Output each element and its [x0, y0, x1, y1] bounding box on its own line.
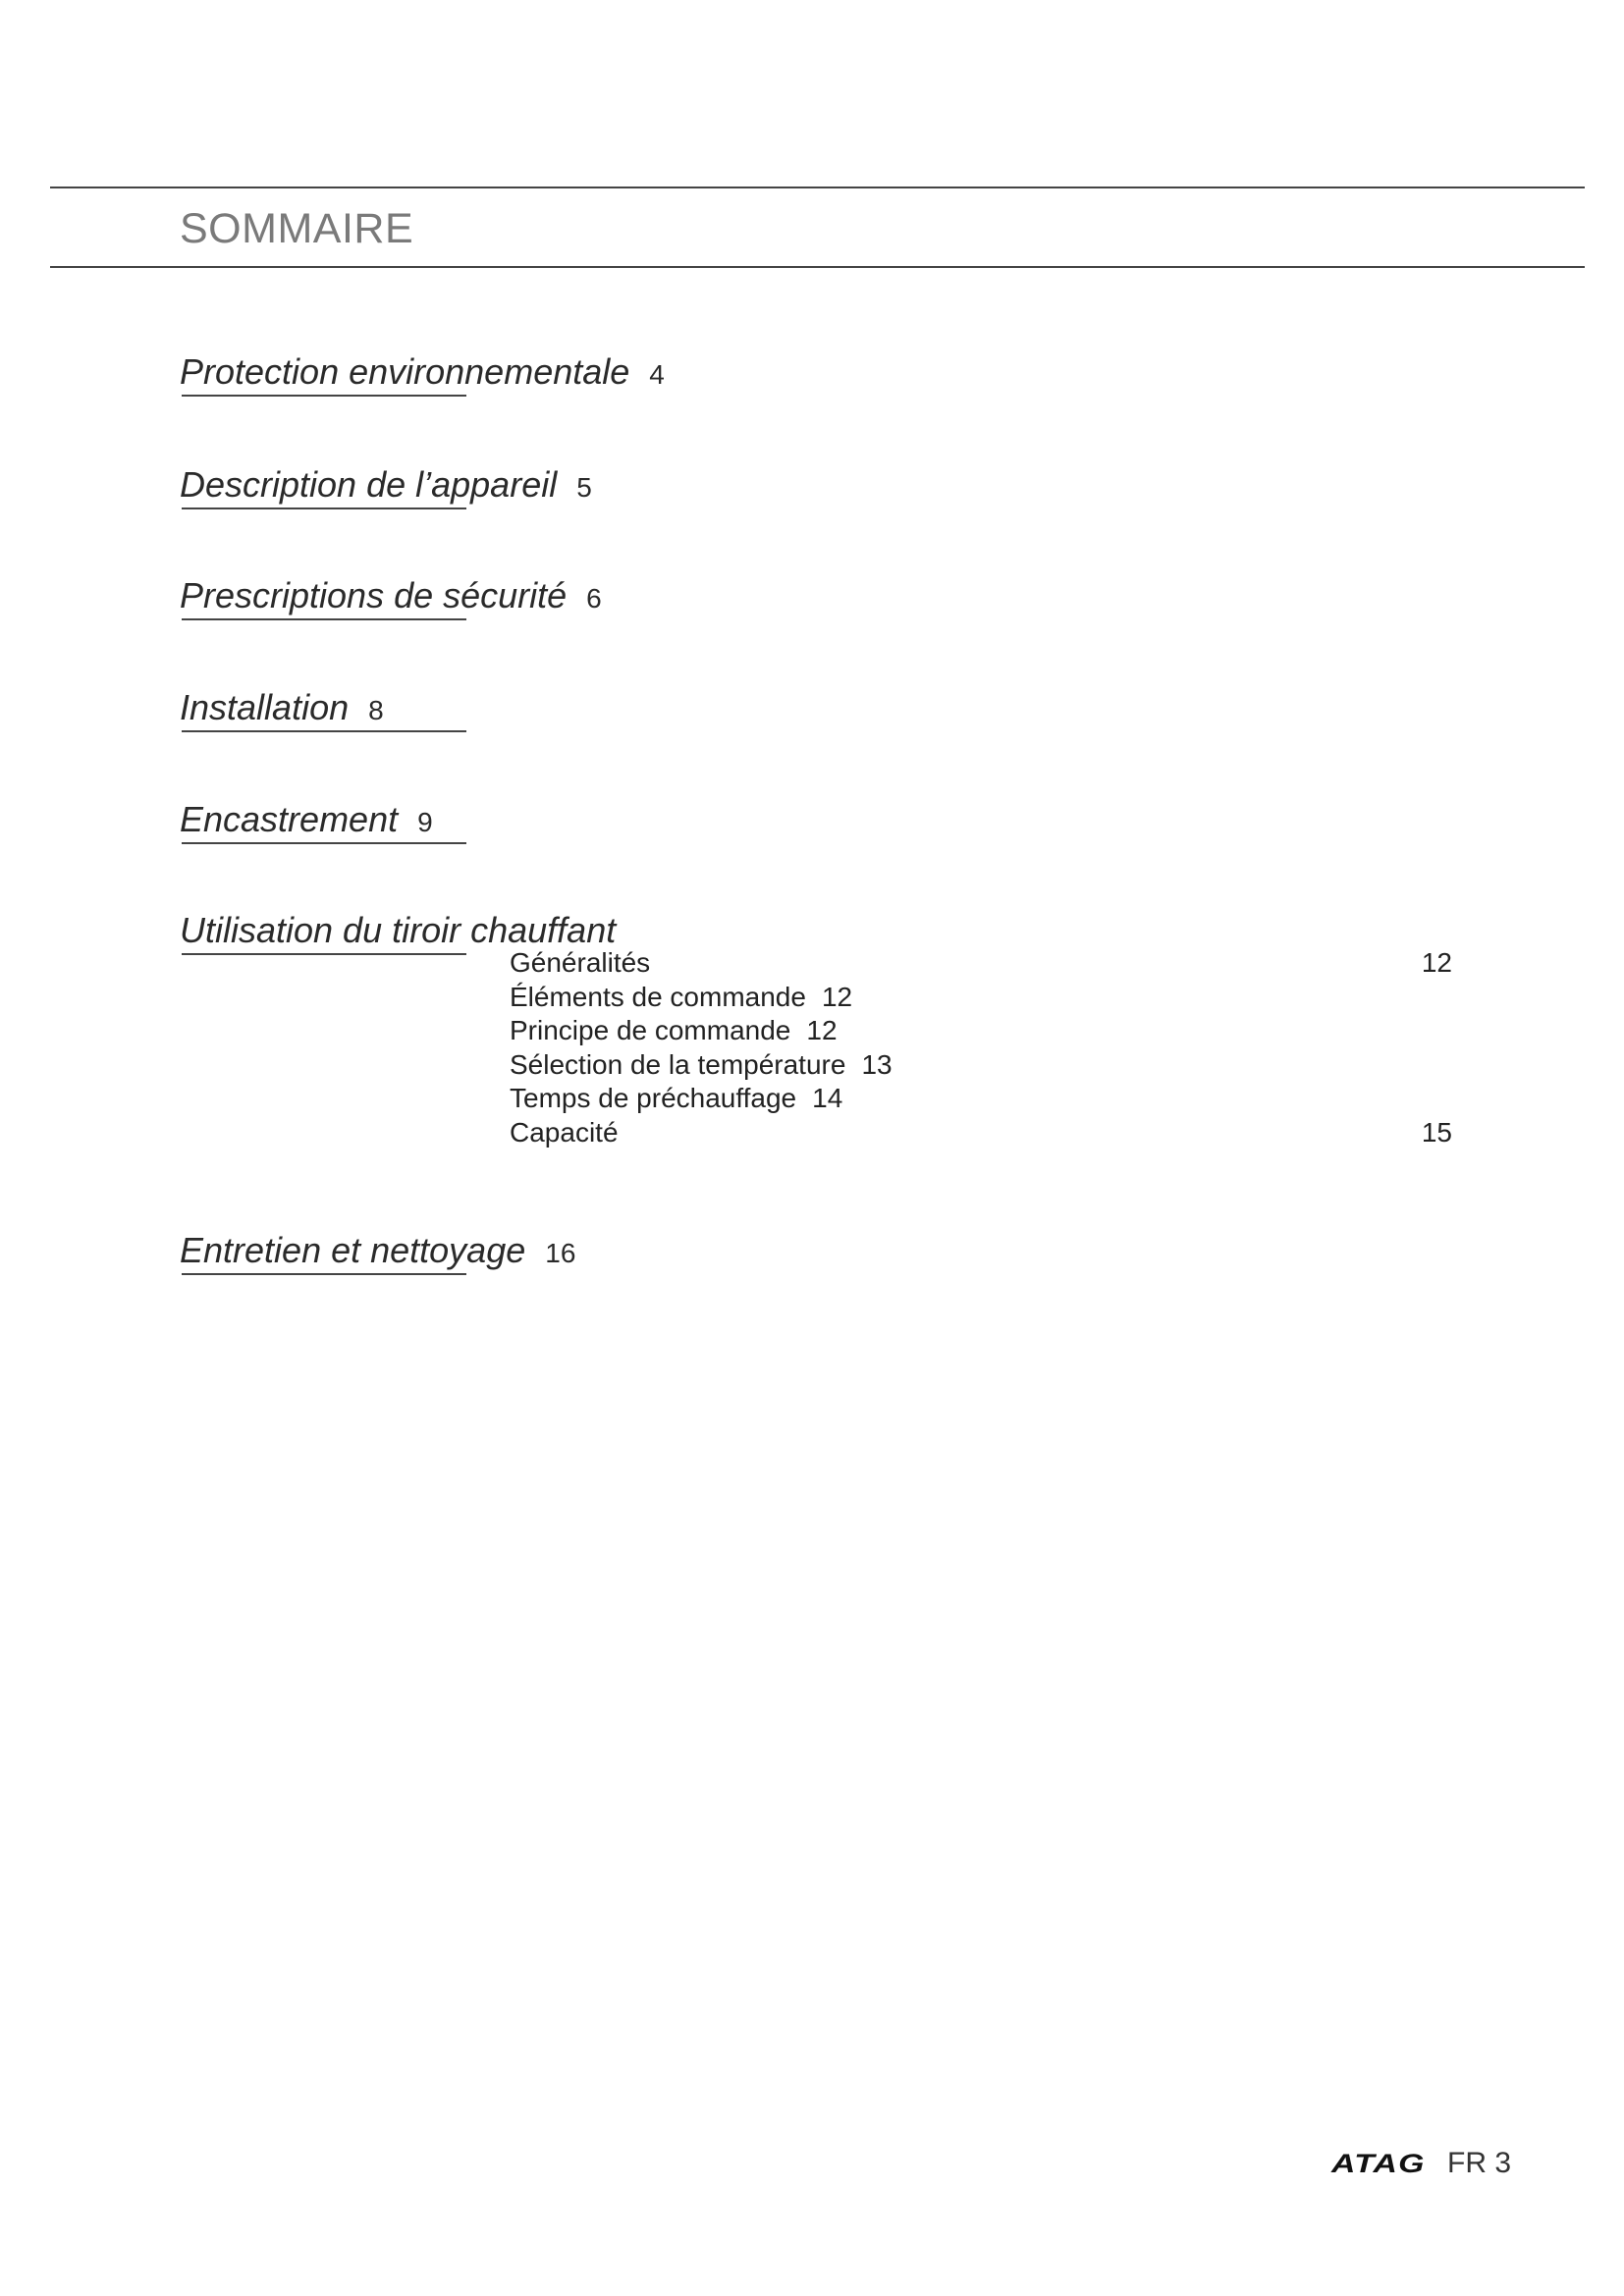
header-rule-bottom	[50, 266, 1585, 268]
toc-section-page: 4	[649, 359, 665, 390]
section-underline	[182, 953, 466, 955]
brand-logo: ATAG	[1331, 2149, 1426, 2178]
toc-subsection-page: 12	[1421, 947, 1452, 978]
page-title: SOMMAIRE	[180, 205, 414, 252]
toc-section-protection[interactable]	[180, 349, 1456, 395]
section-underline	[182, 395, 466, 397]
toc-subsection-title: Capacité	[510, 1116, 619, 1148]
toc-section-title: Entretien et nettoyage	[180, 1230, 526, 1270]
toc-subsection-page: 15	[1421, 1116, 1452, 1148]
header-rule-top	[50, 187, 1585, 188]
toc-section-title: Protection environnementale	[180, 351, 630, 392]
toc-section-title: Encastrement	[180, 799, 399, 839]
toc-section-title: Utilisation du tiroir chauffant	[180, 910, 617, 950]
toc-section-title: Installation	[180, 687, 350, 727]
toc-section-title: Prescriptions de sécurité	[180, 575, 568, 615]
toc-section-description[interactable]	[180, 462, 1456, 507]
toc-section-page: 16	[545, 1238, 576, 1268]
toc-subsection-title: Principe de commande	[510, 1015, 791, 1046]
toc-subsection-prechauffage[interactable]	[510, 1082, 1452, 1116]
section-underline	[182, 730, 466, 732]
toc-subsection-page: 12	[821, 981, 853, 1012]
toc-section-title: Description de l’appareil	[180, 464, 558, 505]
toc-section-installation[interactable]	[180, 685, 1456, 730]
toc-subsection-generalites[interactable]	[510, 946, 1452, 981]
toc-subsection-principe[interactable]	[510, 1014, 1452, 1048]
toc-section-page: 9	[417, 807, 433, 837]
page-number: FR 3	[1447, 2147, 1512, 2179]
toc-section-page: 5	[576, 472, 592, 503]
toc-subsection-temperature[interactable]	[510, 1048, 1452, 1083]
toc-subsection-elements[interactable]	[510, 981, 1452, 1015]
toc-subsection-page: 12	[806, 1015, 838, 1046]
toc-subsection-title: Temps de préchauffage	[510, 1083, 797, 1114]
section-underline	[182, 507, 466, 509]
toc-subsection-title: Sélection de la température	[510, 1048, 846, 1080]
toc-subsection-title: Éléments de commande	[510, 981, 806, 1012]
toc-section-page: 6	[586, 583, 602, 614]
toc-subsection-capacite[interactable]	[510, 1116, 1452, 1150]
page-footer	[1331, 2144, 1528, 2183]
section-underline	[182, 618, 466, 620]
toc-section-securite[interactable]	[180, 573, 1456, 618]
section-underline	[182, 1273, 466, 1275]
toc-section-encastrement[interactable]	[180, 797, 1456, 842]
toc-section-entretien[interactable]	[180, 1228, 1456, 1273]
toc-subsection-page: 13	[861, 1048, 893, 1080]
toc-subsection-list	[510, 946, 1452, 1150]
toc-subsection-title: Généralités	[510, 947, 651, 978]
section-underline	[182, 842, 466, 844]
toc-section-page: 8	[368, 695, 384, 725]
toc-subsection-page: 14	[812, 1083, 843, 1114]
